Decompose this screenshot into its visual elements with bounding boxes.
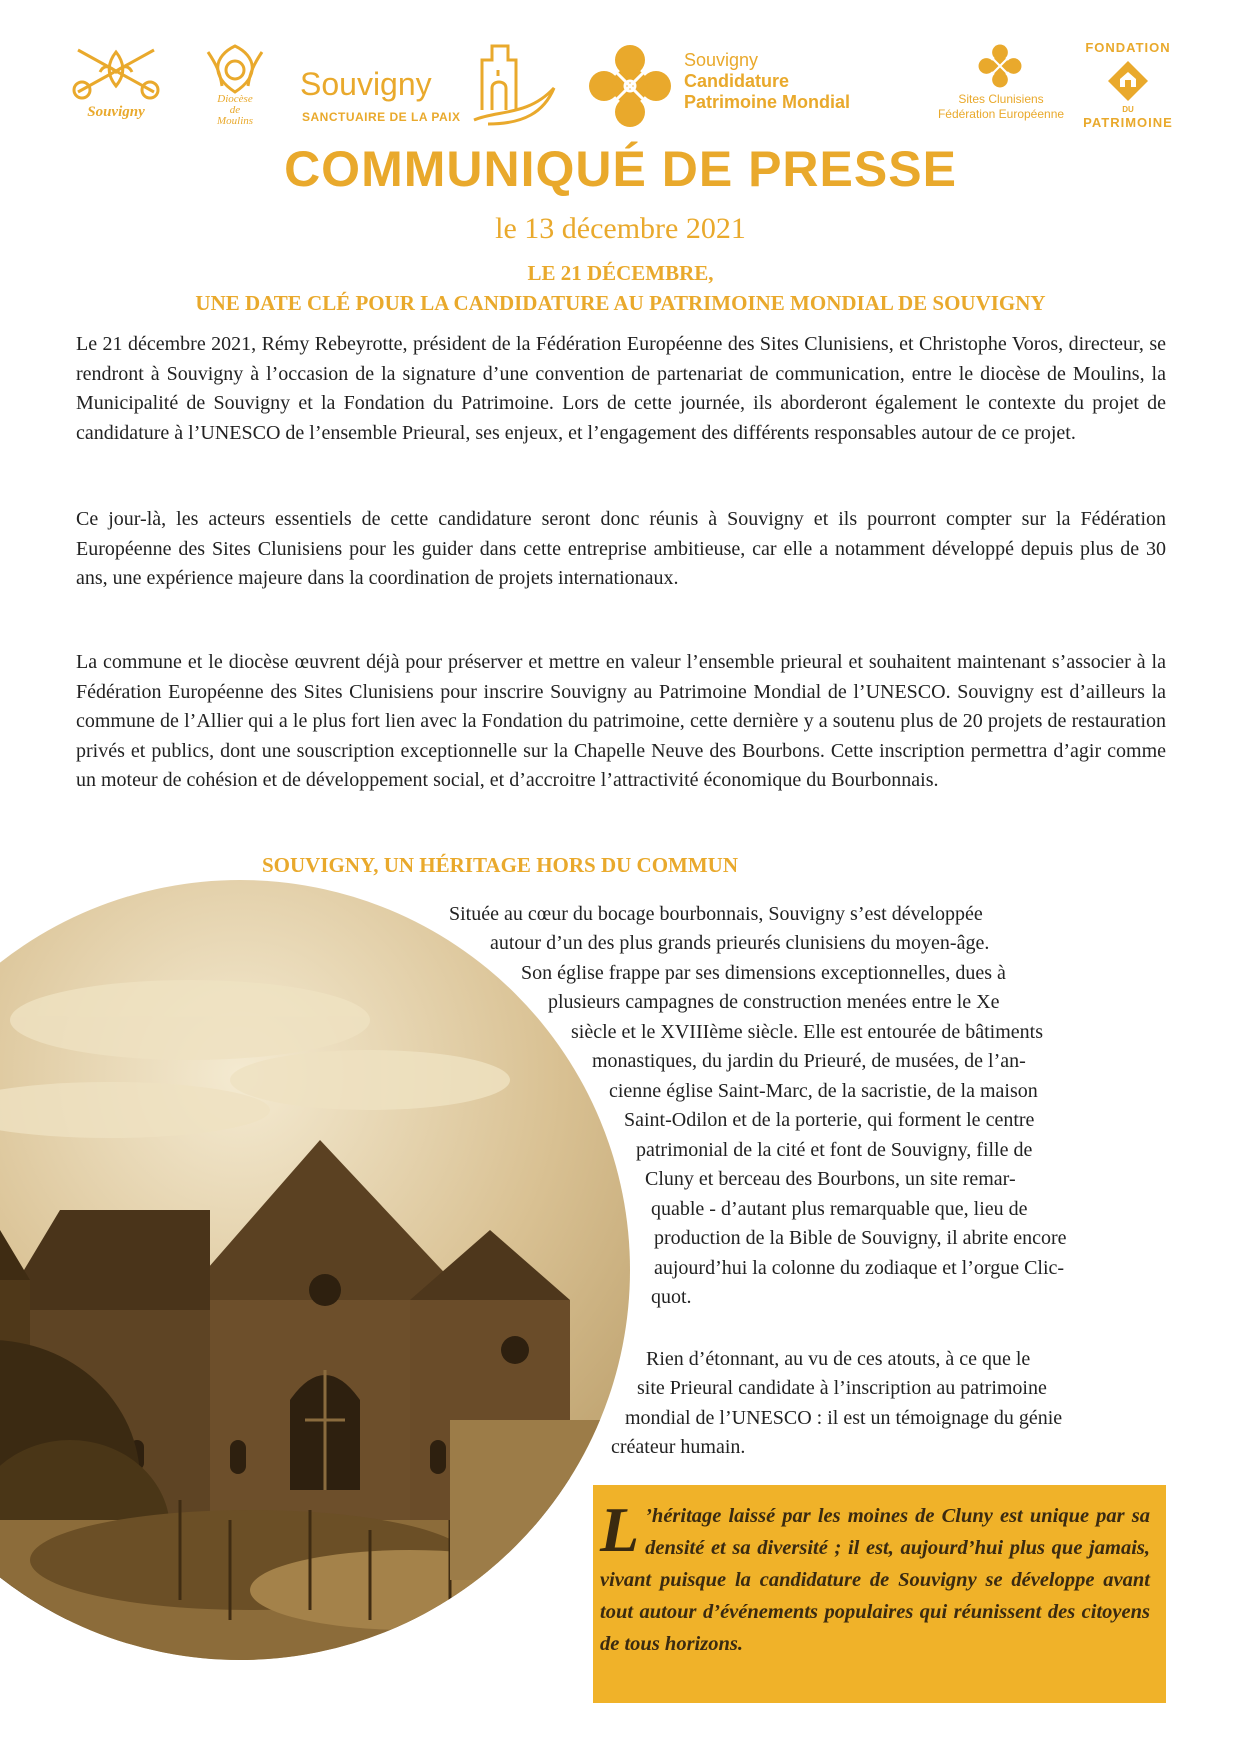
heritage-line: Son église frappe par ses dimensions exceptionnelles, dues à (521, 962, 1006, 984)
conclusion-line: créateur humain. (611, 1436, 746, 1458)
keys-crest-icon (68, 42, 164, 104)
conclusion-line: mondial de l’UNESCO : il est un témoignage du génie (625, 1407, 1063, 1429)
diocese-line3: Moulins (216, 115, 254, 127)
heritage-line: quable - d’autant plus remarquable que, lieu de (651, 1198, 1028, 1220)
heritage-line: Située au cœur du bocage bourbonnais, Souvigny s’est développée (449, 903, 983, 925)
logo-bar (0, 40, 1241, 140)
heritage-line: cienne église Saint-Marc, de la sacristie, de la maison (609, 1080, 1038, 1102)
heritage-line: Cluny et berceau des Bourbons, un site remar- (645, 1168, 1016, 1190)
conclusion-line: Rien d’étonnant, au vu de ces atouts, à ce que le (646, 1348, 1031, 1370)
heading-1-line-2: UNE DATE CLÉ POUR LA CANDIDATURE AU PATRIMOINE MONDIAL DE SOUVIGNY (195, 291, 1046, 315)
sites-clunisiens-logo (936, 44, 1066, 134)
heritage-line: Saint-Odilon et de la porterie, qui forment le centre (624, 1109, 1035, 1131)
fondation-du: DU (1122, 105, 1134, 114)
release-date: le 13 décembre 2021 (495, 212, 746, 245)
heritage-line: patrimonial de la cité et font de Souvigny, fille de (636, 1139, 1033, 1161)
candidature-line1: Souvigny (684, 50, 759, 70)
priory-church-illustration (0, 880, 630, 1660)
paragraph-2: Ce jour-là, les acteurs essentiels de cette candidature seront donc réunis à Souvigny et ils pourront compter sur la Fédération Européenne des Sites Clunisiens pour les guider dans cette entreprise ambitieuse, car elle a notamment développé depuis plus de 30 ans, une expérience majeure dans la coordination de projets internationaux. (76, 508, 1166, 589)
diocese-emblem-icon (202, 42, 268, 94)
diocese-line1: Diocèse (217, 93, 253, 105)
pull-quote (600, 1494, 1150, 1660)
church-outline-icon (468, 40, 558, 126)
candidature-line2: Candidature (684, 71, 790, 91)
quote-dropcap: L (600, 1494, 640, 1565)
heritage-line: plusieurs campagnes de construction menées entre le Xe (548, 991, 1000, 1013)
fondation-patrimoine-logo (1076, 40, 1180, 130)
fondation-bottom: PATRIMOINE (1083, 115, 1173, 130)
quote-text: ’héritage laissé par les moines de Cluny est unique par sa densité et sa diversité ; il est, aujourd’hui plus que jamais, vivant puisque la candidature de Souvigny se développe avant tout autour d’événements populaires qui réunissent des citoyens de tous horizons. (600, 1505, 1150, 1655)
conclusion-line: site Prieural candidate à l’inscription au patrimoine (637, 1377, 1047, 1399)
heritage-line: monastiques, du jardin du Prieuré, de musées, de l’an- (592, 1050, 1026, 1072)
heading-1-line-1: LE 21 DÉCEMBRE, (527, 261, 714, 285)
heritage-line: siècle et le XVIIIème siècle. Elle est entourée de bâtiments (571, 1021, 1044, 1043)
heritage-line: autour d’un des plus grands prieurés clunisiens du moyen-âge. (490, 932, 990, 954)
sites-line2: Fédération Européenne (937, 107, 1065, 121)
heritage-line: aujourd’hui la colonne du zodiaque et l’orgue Clic- (654, 1257, 1065, 1279)
sanctuaire-name: Souvigny (300, 66, 432, 102)
sanctuaire-logo (300, 40, 560, 130)
priory-photo (0, 880, 630, 1660)
candidature-line3: Patrimoine Mondial (684, 92, 851, 112)
fondation-diamond-icon (1106, 59, 1150, 103)
flower-keys-small-icon (978, 44, 1022, 88)
diocese-line2: de (229, 104, 241, 116)
section-heading-1 (0, 258, 1241, 318)
sanctuaire-tagline: SANCTUAIRE DE LA PAIX (302, 110, 461, 124)
diocese-logo (202, 42, 272, 132)
section-heading-2: SOUVIGNY, UN HÉRITAGE HORS DU COMMUN (261, 853, 739, 877)
souvigny-crest-caption: Souvigny (87, 104, 145, 120)
souvigny-crest-logo (68, 42, 168, 132)
heritage-line: production de la Bible de Souvigny, il abrite encore (654, 1227, 1067, 1249)
sites-line1: Sites Clunisiens (958, 92, 1044, 106)
page-title: COMMUNIQUÉ DE PRESSE (284, 141, 957, 197)
candidature-logo (588, 44, 888, 134)
paragraph-3: La commune et le diocèse œuvrent déjà pour préserver et mettre en valeur l’ensemble prieural et souhaitent maintenant s’associer à la Fédération Européenne des Sites Clunisiens pour inscrire Souvigny au Patrimoine Mondial de l’UNESCO. Souvigny est d’ailleurs la commune de l’Allier qui a le plus fort lien avec la Fondation du patrimoine, cette dernière y a soutenu plus de 20 projets de restauration privés et publics, dont une souscription exceptionnelle sur la Chapelle Neuve des Bourbons. Cette inscription permettra d’agir comme un moteur de cohésion et de développement social, et d’accroitre l’attractivité économique du Bourbonnais. (76, 651, 1166, 791)
paragraph-1: Le 21 décembre 2021, Rémy Rebeyrotte, président de la Fédération Européenne des Sites Clunisiens, et Christophe Voros, directeur, se rendront à Souvigny à l’occasion de la signature d’une convention de partenariat de communication, entre le diocèse de Moulins, la Municipalité de Souvigny et la Fondation du Patrimoine. Lors de cette journée, ils aborderont également le contexte du projet de candidature à l’UNESCO de l’ensemble Prieural, ses enjeux, et l’engagement des différents responsables autour de ce projet. (76, 333, 1166, 444)
flower-keys-icon (588, 44, 672, 128)
heritage-line: quot. (651, 1286, 692, 1308)
fondation-top: FONDATION (1085, 40, 1171, 55)
